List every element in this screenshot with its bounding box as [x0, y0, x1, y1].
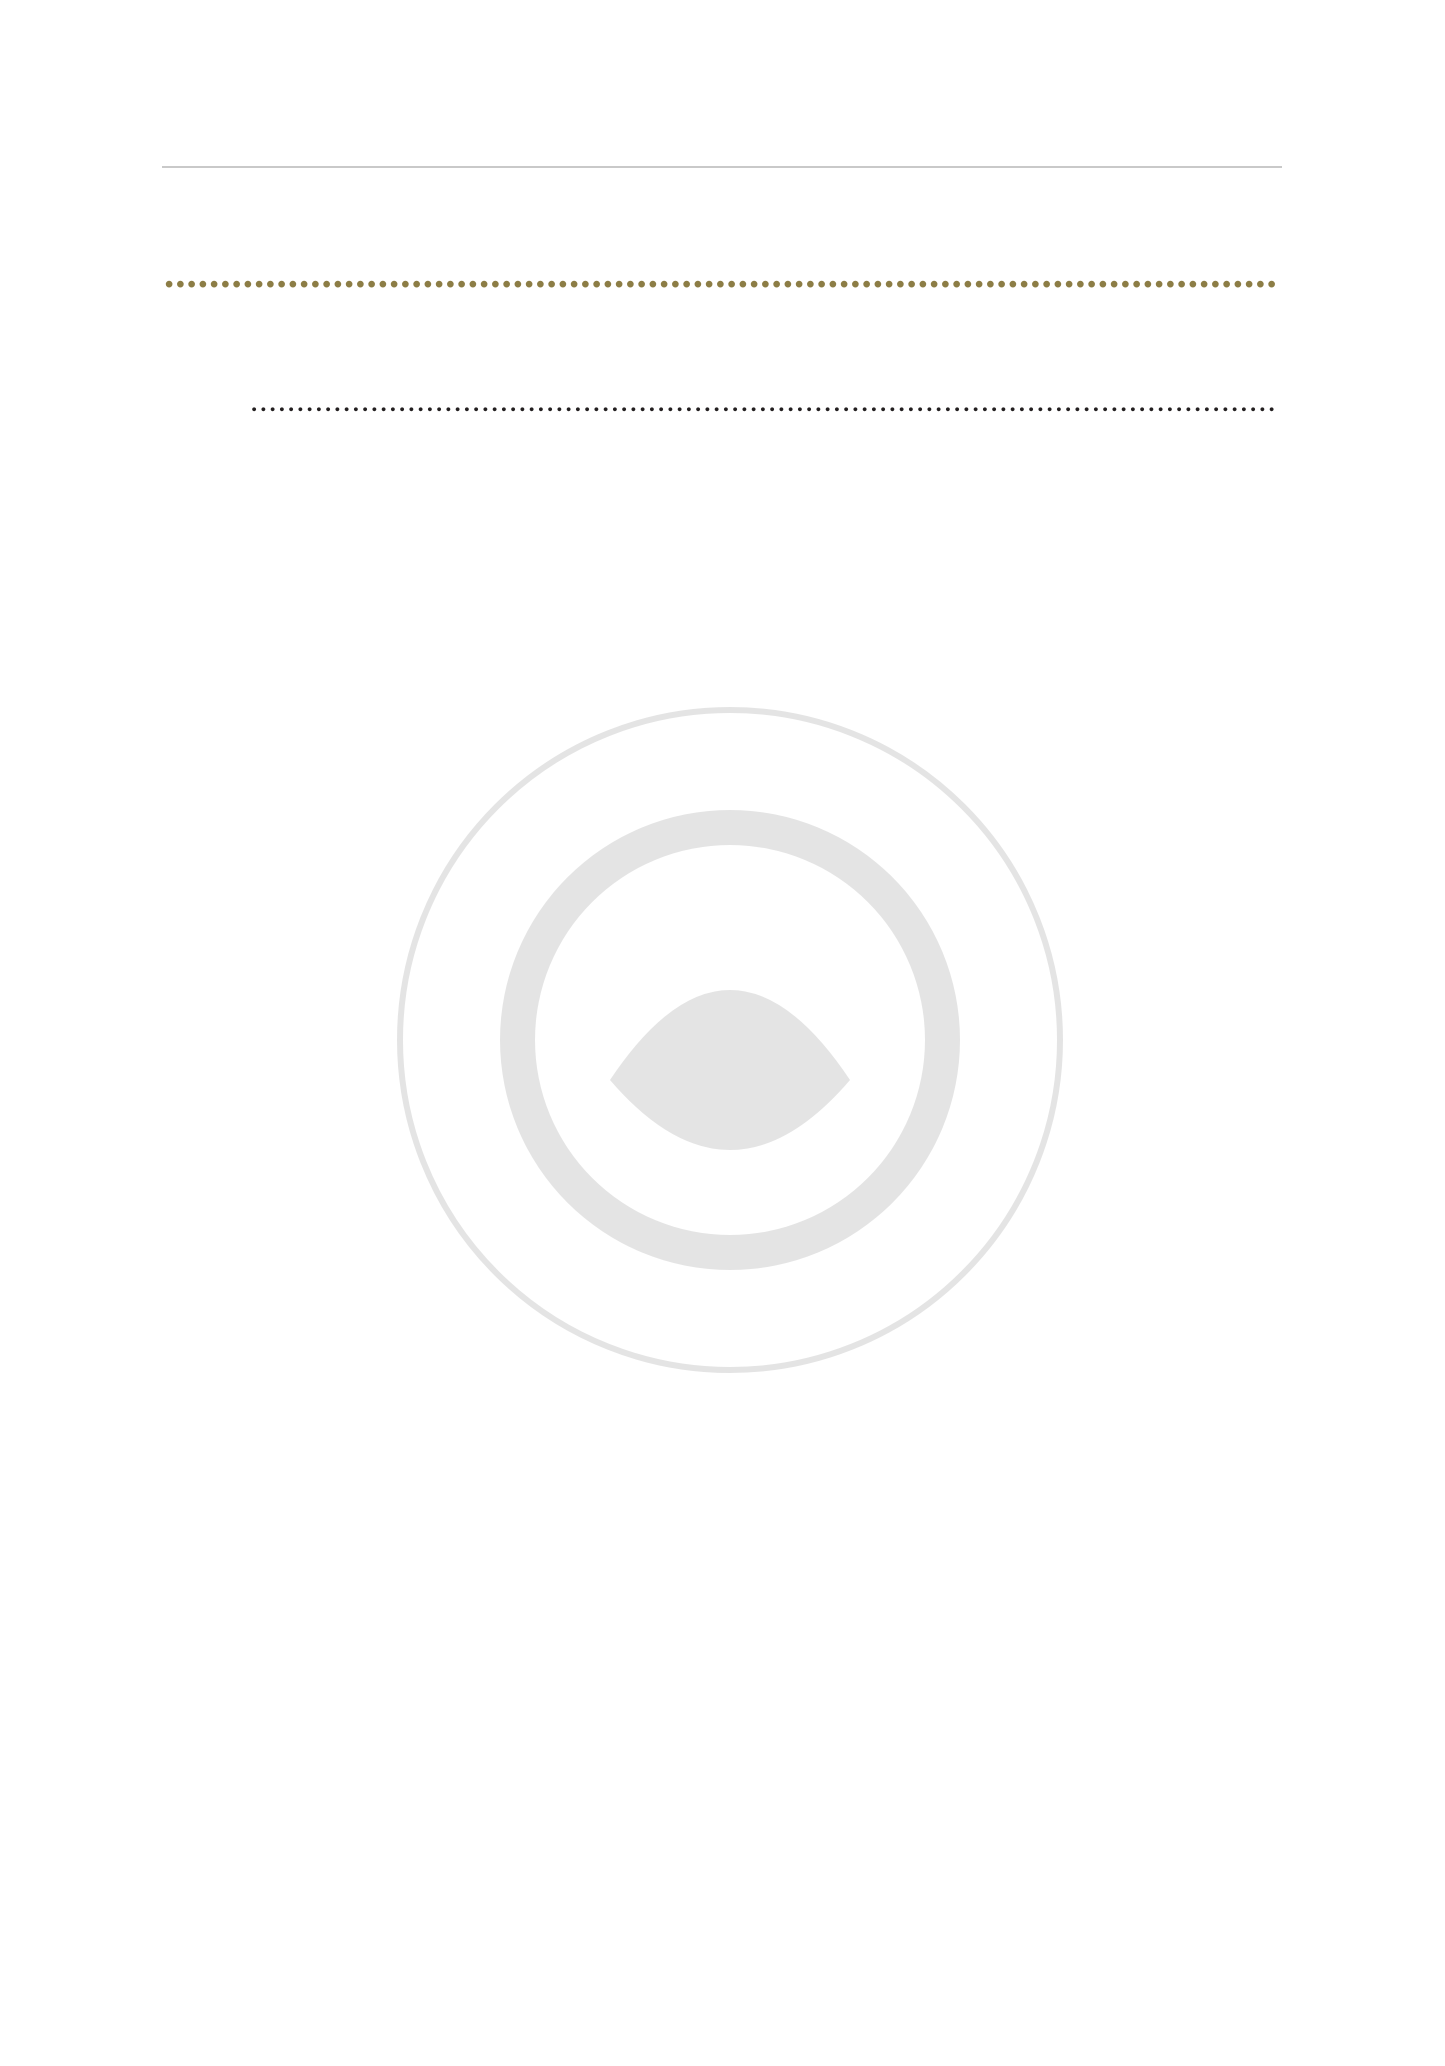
watermark-seal: [350, 660, 1110, 1420]
dot-leader: [250, 372, 1278, 430]
table-of-contents: [160, 196, 1280, 430]
dot-leader: [164, 240, 1276, 306]
toc-entry-wrapped-line2[interactable]: [160, 372, 1280, 430]
page-header: [162, 108, 1282, 168]
toc-section-heading[interactable]: [160, 240, 1280, 306]
toc-entry-wrapped-line1[interactable]: [160, 314, 1280, 372]
